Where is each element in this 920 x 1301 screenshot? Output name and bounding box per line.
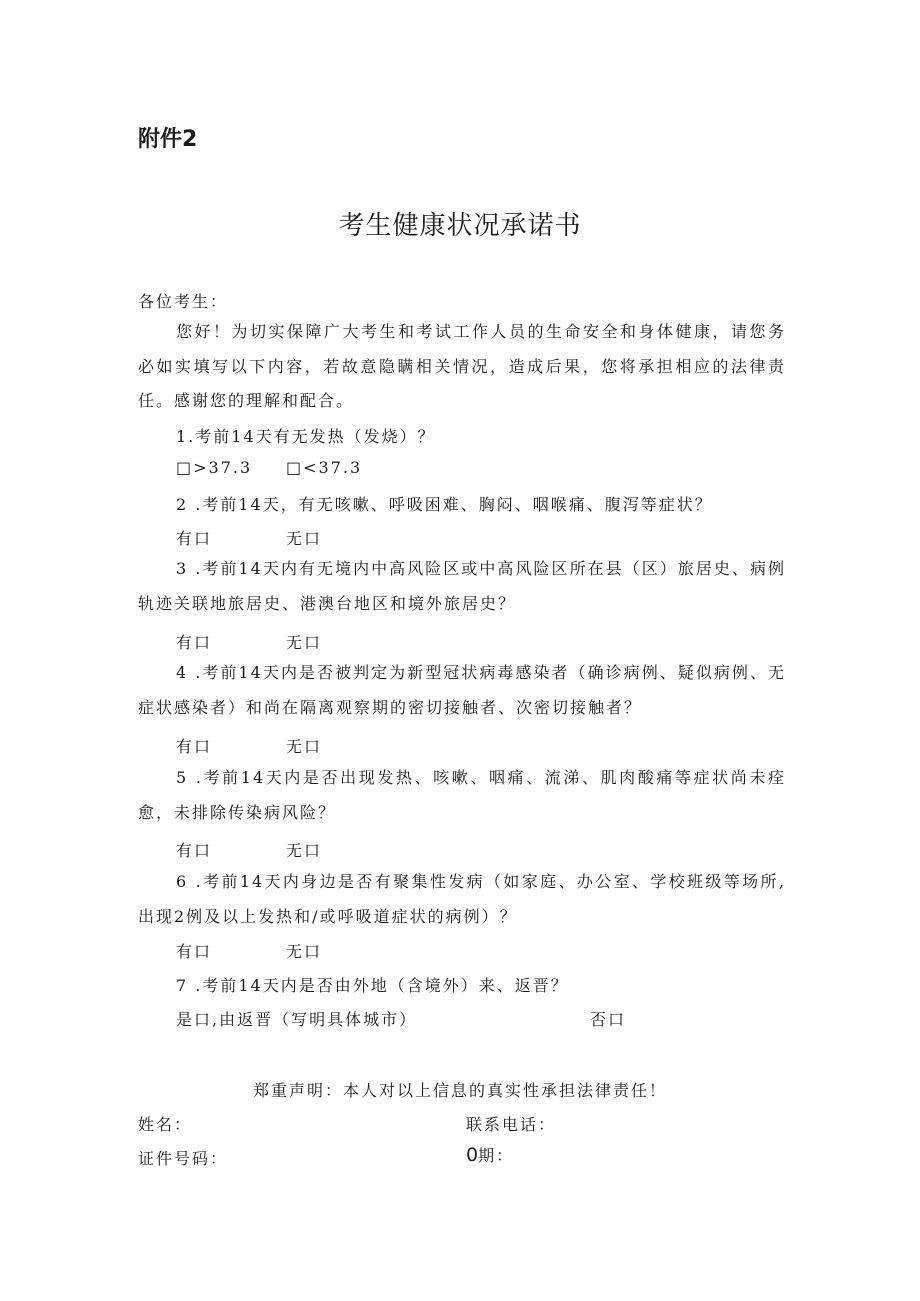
declaration: 郑重声明：本人对以上信息的真实性承担法律责任！ (252, 1081, 667, 1100)
q1-option-below[interactable]: □<37.3 (286, 458, 363, 477)
phone-field-label: 联系电话： (466, 1115, 557, 1134)
document-title: 考生健康状况承诺书 (338, 211, 582, 241)
attachment-label: 附件2 (138, 127, 198, 152)
name-field-label: 姓名： (138, 1115, 193, 1134)
date-prefix: 0 (466, 1144, 479, 1166)
greeting: 各位考生： (138, 292, 229, 311)
question-7: 7 .考前14天内是否由外地（含境外）来、返晋？ (176, 976, 569, 995)
question-2: 2 .考前14天，有无咳嗽、呼吸困难、胸闷、咽喉痛、腹泻等症状？ (176, 495, 713, 514)
q2-option-no[interactable]: 无口 (286, 529, 323, 548)
q4-option-yes[interactable]: 有口 (176, 737, 213, 756)
q5-option-yes[interactable]: 有口 (176, 841, 213, 860)
q3-option-yes[interactable]: 有口 (176, 633, 213, 652)
question-5: 5 .考前14天内是否出现发热、咳嗽、咽痛、流涕、肌肉酸痛等症状尚未痊愈，未排除传染病风险？ (138, 768, 786, 822)
q5-option-no[interactable]: 无口 (286, 841, 323, 860)
date-label-text: 期： (478, 1146, 515, 1165)
question-4: 4 .考前14天内是否被判定为新型冠状病毒感染者（确诊病例、疑似病例、无症状感染者）和尚在隔离观察期的密切接触者、次密切接触者？ (138, 663, 786, 717)
q6-option-yes[interactable]: 有口 (176, 942, 213, 961)
date-field-label (466, 1143, 514, 1166)
intro-paragraph: 您好！为切实保障广大考生和考试工作人员的生命安全和身体健康，请您务必如实填写以下内容，若故意隐瞒相关情况，造成后果，您将承担相应的法律责任。感谢您的理解和配合。 (138, 322, 786, 410)
q3-option-no[interactable]: 无口 (286, 633, 323, 652)
q7-option-yes[interactable]: 是口,由返晋（写明具体城市） (176, 1010, 418, 1029)
question-1: 1.考前14天有无发热（发烧）？ (176, 427, 436, 446)
q1-option-above[interactable]: □>37.3 (176, 458, 253, 477)
id-number-field-label: 证件号码： (138, 1149, 229, 1168)
question-6: 6 .考前14天内身边是否有聚集性发病（如家庭、办公室、学校班级等场所,出现2例及以上发热和/或呼吸道症状的病例）？ (138, 872, 786, 926)
q7-option-no[interactable]: 否口 (590, 1010, 627, 1029)
q6-option-no[interactable]: 无口 (286, 942, 323, 961)
q2-option-yes[interactable]: 有口 (176, 529, 213, 548)
q4-option-no[interactable]: 无口 (286, 737, 323, 756)
question-3: 3 .考前14天内有无境内中高风险区或中高风险区所在县（区）旅居史、病例轨迹关联地旅居史、港澳台地区和境外旅居史？ (138, 559, 786, 613)
